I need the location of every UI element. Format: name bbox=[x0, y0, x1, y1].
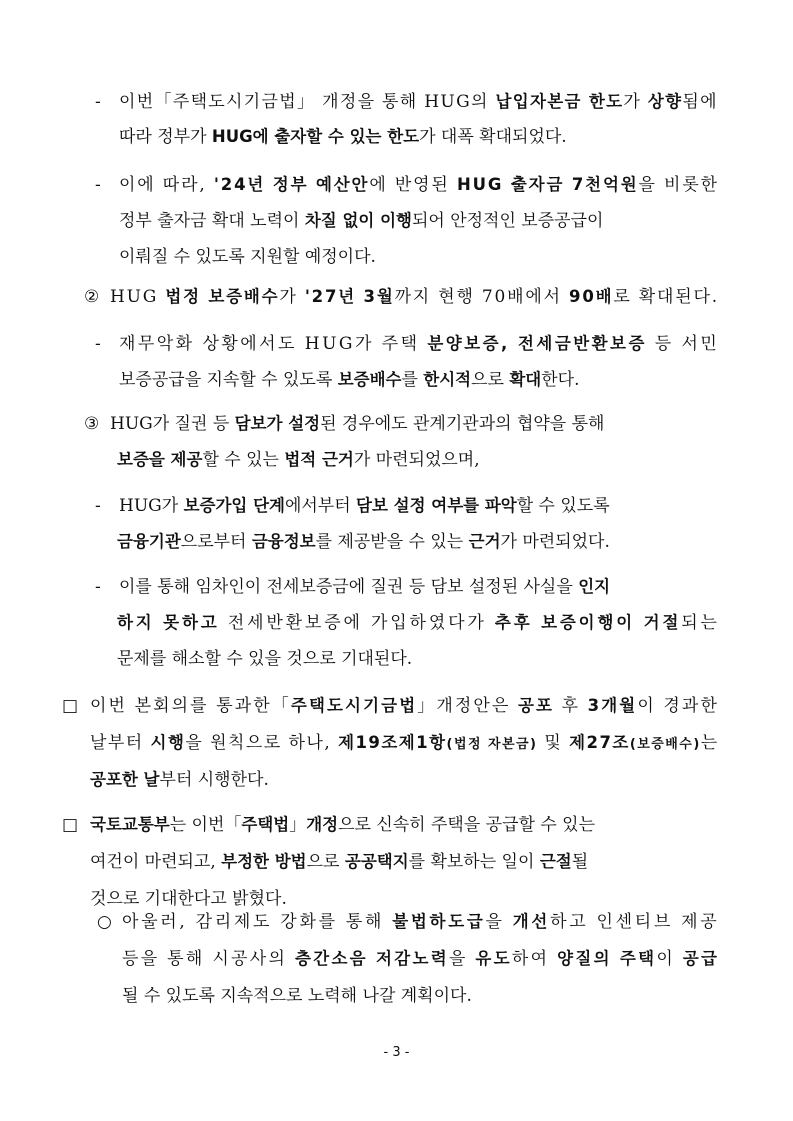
text-run: 이번「주택도시기금법」 개정을 통해 HUG의 bbox=[119, 92, 496, 112]
text-run: 이 경과한 bbox=[637, 696, 719, 716]
text-run: 될 bbox=[571, 852, 589, 872]
bold-text: 금융기관 bbox=[117, 532, 181, 551]
text-run: 이 bbox=[656, 949, 683, 969]
text-run: 되는 bbox=[681, 613, 720, 633]
text-run: 이를 통해 임차인이 전세보증금에 질권 등 담보 설정된 사실을 bbox=[119, 577, 579, 597]
bullet-marker: - bbox=[95, 92, 101, 112]
bold-text: HUG 출자금 7천억원 bbox=[456, 175, 639, 194]
bold-text: 한시적 bbox=[423, 370, 472, 389]
text-run: 는 bbox=[700, 733, 719, 753]
bold-text: 부정한 방법 bbox=[221, 852, 307, 871]
bold-text: 제19조제1항 bbox=[338, 733, 447, 752]
bullet-marker: - bbox=[95, 334, 101, 354]
text-run: 로 확대된다. bbox=[613, 287, 719, 307]
text-run: 는 이번「 bbox=[169, 815, 242, 835]
bold-text: 근거 bbox=[468, 532, 501, 551]
text-run: 문제를 해소할 수 있을 것으로 기대된다. bbox=[117, 649, 413, 669]
text-run: 으로 신속히 주택을 공급할 수 있는 bbox=[338, 815, 596, 835]
text-line bbox=[119, 245, 376, 269]
text-run: HUG가 bbox=[119, 496, 184, 516]
text-run: 가 bbox=[279, 287, 305, 307]
text-line bbox=[90, 731, 719, 757]
text-run: 으로 bbox=[471, 370, 510, 390]
text-line bbox=[122, 947, 719, 971]
text-run: 하여 bbox=[511, 949, 558, 969]
text-line bbox=[119, 90, 718, 114]
text-line bbox=[117, 647, 412, 671]
text-run: 을 원칙으로 하나, bbox=[185, 733, 339, 753]
page-number: - 3 - bbox=[383, 1045, 410, 1060]
bold-text: 납입자본금 한도 bbox=[495, 92, 624, 111]
bold-text: 보증을 제공 bbox=[117, 450, 203, 469]
bold-text: 주택도시기금법 bbox=[290, 696, 418, 715]
text-run: 되어 안정적인 보증공급이 bbox=[411, 211, 604, 231]
bold-text: 90배 bbox=[569, 287, 614, 306]
text-run: 가 마련되었으며, bbox=[353, 450, 480, 470]
bold-text: 공급 bbox=[682, 949, 720, 968]
bold-text: 법적 근거 bbox=[284, 450, 354, 469]
text-run: 재무악화 상황에서도 HUG가 주택 bbox=[119, 334, 428, 354]
text-run: 정부 출자금 확대 노력이 bbox=[119, 211, 305, 231]
text-line bbox=[119, 125, 567, 149]
bold-text: 유도 bbox=[475, 949, 512, 968]
text-run: 한다. bbox=[541, 370, 580, 390]
bold-text: 확대 bbox=[509, 370, 542, 389]
bullet-marker: ○ bbox=[97, 912, 112, 932]
text-run: 가 bbox=[623, 92, 648, 112]
text-run: HUG가 질권 등 bbox=[110, 414, 235, 434]
text-run: 후 bbox=[554, 696, 588, 716]
text-run: 아울러, 감리제도 강화를 통해 bbox=[122, 912, 393, 932]
text-run: 하고 인센티브 제공 bbox=[550, 912, 720, 932]
text-run: 등을 통해 시공사의 bbox=[122, 949, 295, 969]
bold-text: 제27조 bbox=[569, 733, 630, 752]
text-run: 된 경우에도 관계기관과의 협약을 통해 bbox=[320, 414, 605, 434]
text-run: 까지 현행 70배에서 bbox=[394, 287, 570, 307]
bold-text: 하지 못하고 bbox=[117, 613, 220, 632]
text-run: 전세반환보증에 가입하였다가 bbox=[219, 613, 495, 633]
bullet-marker: - bbox=[95, 175, 101, 195]
text-run: 이에 따라, bbox=[119, 175, 214, 195]
text-run: 으로 bbox=[306, 852, 345, 872]
bold-text: 시행 bbox=[150, 733, 186, 752]
text-run: 여건이 마련되고, bbox=[90, 852, 222, 872]
text-run: 을 bbox=[485, 912, 513, 932]
bold-text: 보증가입 단계 bbox=[183, 496, 285, 515]
text-line bbox=[110, 412, 604, 436]
text-run: 할 수 있도록 bbox=[516, 496, 610, 516]
bold-text: 개정 bbox=[306, 815, 339, 834]
text-run: 」개정안은 bbox=[417, 696, 518, 716]
bold-text: 담보가 설정 bbox=[234, 414, 321, 433]
text-run: 를 확보하는 일이 bbox=[408, 852, 540, 872]
text-run: 부터 시행한다. bbox=[159, 770, 269, 790]
text-line bbox=[117, 611, 720, 635]
text-line bbox=[90, 694, 719, 718]
text-run: 가 대폭 확대되었다. bbox=[419, 127, 567, 147]
bold-text: 주택법 bbox=[241, 815, 290, 834]
text-run: 보증공급을 지속할 수 있도록 bbox=[119, 370, 338, 390]
text-run: 에서부터 bbox=[284, 496, 357, 516]
text-run: 등 서민 bbox=[646, 334, 720, 354]
text-line bbox=[122, 910, 719, 934]
bullet-marker: □ bbox=[62, 696, 79, 716]
bold-text: 법정 보증배수 bbox=[165, 287, 280, 306]
text-run: 를 bbox=[401, 370, 424, 390]
text-run: 에 반영된 bbox=[369, 175, 457, 195]
bold-text: 공포 bbox=[518, 696, 555, 715]
text-line bbox=[122, 984, 472, 1008]
text-line bbox=[119, 368, 580, 392]
text-run: 이뤄질 수 있도록 지원할 예정이다. bbox=[119, 247, 376, 267]
bold-text: (법정 자본금) bbox=[446, 737, 538, 752]
bold-text: 담보 설정 여부를 파악 bbox=[356, 496, 517, 515]
bold-text: 불법하도급 bbox=[392, 912, 486, 931]
text-line bbox=[119, 494, 610, 518]
text-run: 을 bbox=[448, 949, 476, 969]
text-line bbox=[119, 332, 719, 356]
text-run: 됨에 bbox=[682, 92, 718, 112]
text-run: 를 제공받을 수 있는 bbox=[315, 532, 469, 552]
text-run: 따라 정부가 bbox=[119, 127, 212, 147]
text-line bbox=[90, 768, 269, 792]
text-line bbox=[90, 850, 588, 874]
text-line bbox=[110, 285, 719, 309]
text-run: 으로부터 bbox=[180, 532, 252, 552]
text-run: 」 bbox=[289, 815, 307, 835]
bold-text: 보증배수 bbox=[337, 370, 402, 389]
bold-text: 3개월 bbox=[587, 696, 638, 715]
bold-text: 상향 bbox=[647, 92, 683, 111]
bullet-marker: - bbox=[95, 577, 101, 597]
text-run: 가 마련되었다. bbox=[500, 532, 610, 552]
text-line bbox=[90, 887, 287, 911]
bold-text: '24년 정부 예산안 bbox=[213, 175, 370, 194]
bold-text: 공포한 날 bbox=[90, 770, 160, 789]
bold-text: 분양보증, 전세금반환보증 bbox=[427, 334, 647, 353]
bold-text: 공공택지 bbox=[344, 852, 409, 871]
text-run: 이번 본회의를 통과한「 bbox=[90, 696, 291, 716]
bold-text: '27년 3월 bbox=[304, 287, 395, 306]
text-run: 것으로 기대한다고 밝혔다. bbox=[90, 889, 287, 909]
text-line bbox=[119, 209, 603, 233]
bold-text: 차질 없이 이행 bbox=[304, 211, 412, 230]
bold-text: 국토교통부 bbox=[90, 815, 170, 834]
bold-text: HUG에 출자할 수 있는 한도 bbox=[211, 127, 420, 146]
bold-text: 양질의 주택 bbox=[557, 949, 657, 968]
bullet-marker: - bbox=[95, 496, 101, 516]
text-line bbox=[117, 448, 480, 472]
text-run: 을 비롯한 bbox=[638, 175, 719, 195]
bold-text: 근절 bbox=[539, 852, 572, 871]
text-run: 할 수 있는 bbox=[202, 450, 285, 470]
text-line bbox=[119, 173, 719, 197]
bold-text: 추후 보증이행이 거절 bbox=[494, 613, 682, 632]
text-line bbox=[119, 575, 610, 599]
bullet-marker: ③ bbox=[84, 414, 100, 434]
bold-text: 개선 bbox=[512, 912, 551, 931]
text-line bbox=[117, 530, 610, 554]
text-run: 될 수 있도록 지속적으로 노력해 나갈 계획이다. bbox=[122, 986, 472, 1006]
text-run: HUG bbox=[110, 287, 166, 307]
bullet-marker: ② bbox=[84, 287, 100, 307]
text-line bbox=[90, 813, 595, 837]
text-run: 날부터 bbox=[90, 733, 151, 753]
bullet-marker: □ bbox=[62, 815, 79, 835]
bold-text: (보증배수) bbox=[629, 737, 701, 752]
bold-text: 층간소음 저감노력 bbox=[294, 949, 449, 968]
bold-text: 인지 bbox=[578, 577, 611, 596]
bold-text: 금융정보 bbox=[251, 532, 316, 551]
text-run: 및 bbox=[537, 733, 570, 753]
